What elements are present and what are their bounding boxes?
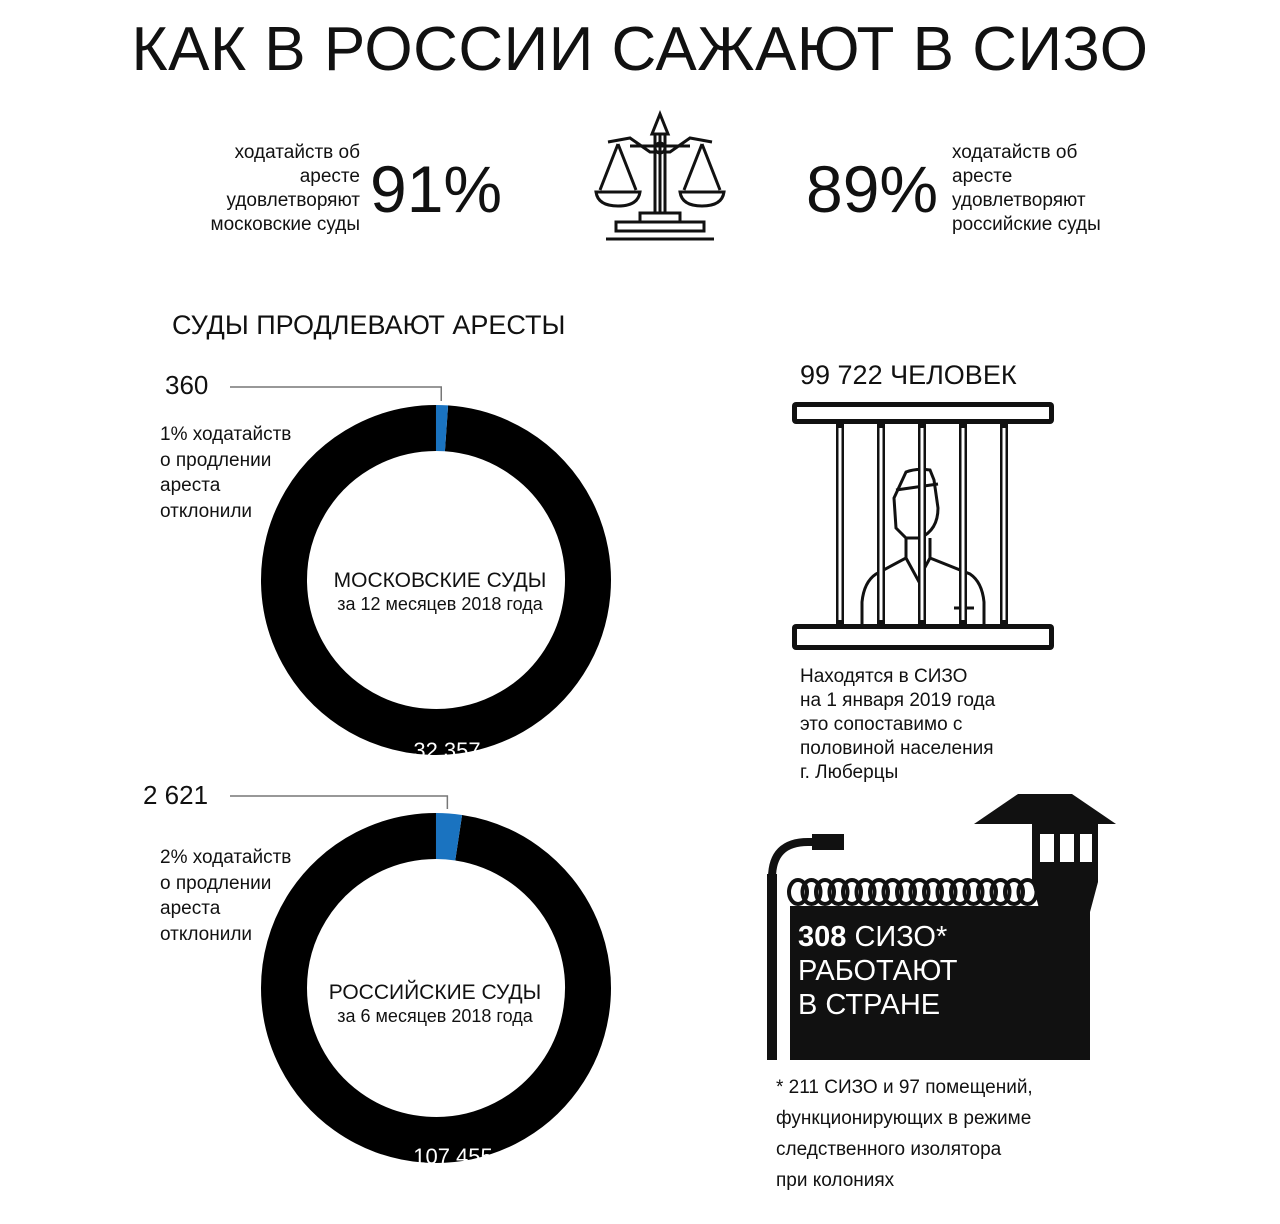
moscow-approval-percent: 91% <box>370 152 503 226</box>
annotation-line: ареста <box>160 475 221 496</box>
russia-donut-subtitle: за 6 месяцев 2018 года <box>337 1006 533 1026</box>
caption-line: аресте <box>299 166 360 187</box>
caption-line: российские суды <box>952 214 1101 235</box>
caption-line: ходатайств об <box>952 142 1078 163</box>
moscow-rejected-annotation <box>160 422 360 524</box>
moscow-donut-subtitle: за 12 месяцев 2018 года <box>337 594 543 614</box>
russia-rejected-slice <box>436 836 459 838</box>
annotation-line: отклонили <box>160 923 253 945</box>
footnote-line: * 211 СИЗО и 97 помещений, <box>776 1077 1033 1098</box>
facilities-footnote <box>776 1072 1116 1196</box>
footnote-line: следственного изолятора <box>776 1139 1002 1160</box>
facilities-line-1 <box>798 920 1078 954</box>
facilities-line-2: РАБОТАЮТ <box>798 955 958 987</box>
footnote-line: при колониях <box>776 1170 895 1191</box>
description-line: это сопоставимо с <box>800 714 963 735</box>
description-line: половиной населения <box>800 738 994 759</box>
description-line: Находятся в СИЗО <box>800 666 968 687</box>
moscow-donut-title: МОСКОВСКИЕ СУДЫ <box>333 569 547 592</box>
caption-line: московские суды <box>210 214 360 235</box>
russia-approval-percent: 89% <box>806 152 939 226</box>
moscow-leader-line <box>230 387 441 401</box>
annotation-line: ареста <box>160 898 221 919</box>
facilities-callout <box>798 920 1078 1022</box>
russia-granted-value: 107 455 <box>413 1144 493 1169</box>
description-line: на 1 января 2019 года <box>800 690 996 711</box>
prisoners-description <box>800 665 1100 785</box>
caption-line: удовлетворяют <box>226 190 360 211</box>
footnote-line: функционирующих в режиме <box>776 1108 1032 1129</box>
annotation-line: о продлении <box>160 872 272 894</box>
russia-approval-caption <box>952 141 1162 237</box>
facilities-line-1-rest: СИЗО* <box>846 921 948 953</box>
russia-rejected-annotation <box>160 845 360 947</box>
extensions-heading: СУДЫ ПРОДЛЕВАЮТ АРЕСТЫ <box>172 310 566 340</box>
moscow-approval-caption <box>150 141 360 237</box>
russia-rejected-value: 2 621 <box>143 780 209 810</box>
russia-leader-line <box>230 796 447 809</box>
annotation-line: 2% ходатайств <box>160 847 292 868</box>
russia-donut-title: РОССИЙСКИЕ СУДЫ <box>328 981 542 1004</box>
annotation-line: 1% ходатайств <box>160 424 292 445</box>
moscow-granted-value: 32 357 <box>413 738 481 763</box>
description-line: г. Люберцы <box>800 762 899 783</box>
facilities-line-3: В СТРАНЕ <box>798 989 941 1021</box>
caption-line: удовлетворяют <box>952 190 1086 211</box>
caption-line: аресте <box>952 166 1013 187</box>
caption-line: ходатайств об <box>234 142 360 163</box>
prisoners-headline: 99 722 ЧЕЛОВЕК <box>800 360 1017 390</box>
annotation-line: отклонили <box>160 500 253 522</box>
prisoner-behind-bars-icon <box>788 398 1058 663</box>
annotation-line: о продлении <box>160 449 272 471</box>
moscow-rejected-value: 360 <box>165 370 209 400</box>
scales-of-justice-icon <box>590 108 730 246</box>
page-title: КАК В РОССИИ САЖАЮТ В СИЗО <box>131 15 1149 84</box>
facilities-count: 308 <box>798 921 847 953</box>
